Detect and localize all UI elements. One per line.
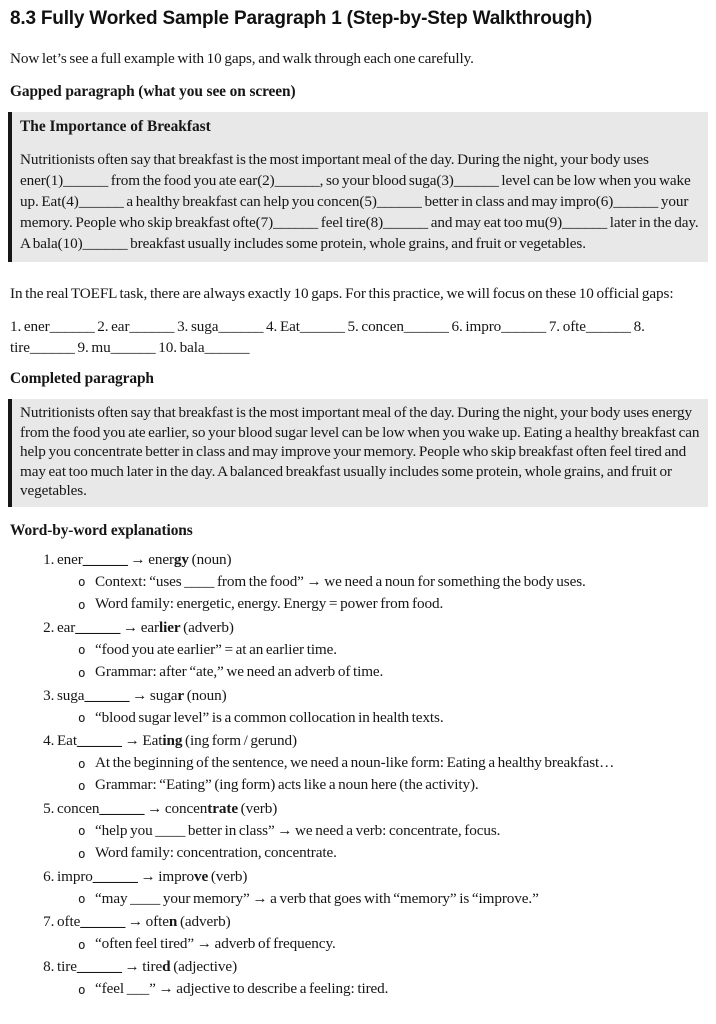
explanation-bullets: [57, 707, 708, 729]
answer-ending-bold: ing: [162, 732, 183, 749]
explanation-item: [57, 911, 708, 955]
arrow-glyph: →: [121, 958, 143, 976]
answer-ending-bold: d: [162, 958, 171, 976]
arrow-glyph: →: [137, 867, 159, 885]
answer-word: ofte: [145, 913, 169, 931]
gapped-box-title: The Importance of Breakfast: [20, 118, 211, 135]
arrow-glyph: →: [144, 799, 165, 817]
answer-word: ener: [148, 550, 174, 568]
explanation-bullets: [57, 978, 708, 1000]
explanation-bullet: o “food you ate earlier” = at an earlier time.: [95, 639, 708, 661]
answer-ending-bold: ve: [194, 867, 209, 885]
explanation-item: [57, 685, 708, 729]
explanation-item: [57, 617, 708, 684]
completed-paragraph-heading: Completed paragraph: [10, 370, 154, 387]
answer-ending-bold: r: [177, 686, 185, 704]
explanation-header: [57, 956, 708, 978]
explanation-bullets: [57, 571, 708, 616]
gap-stem: ener: [57, 550, 83, 568]
explanation-bullet: o “blood sugar level” is a common collocation in health texts.: [95, 707, 708, 729]
arrow-glyph: →: [127, 550, 149, 568]
explanation-bullets: [57, 820, 708, 865]
completed-paragraph-text: Nutritionists often say that breakfast is the most important meal of the day. During the night, your body uses energy from the food you ate earlier, so your blood sugar level can be low when you wake up. Eating a healthy breakfast can help you concentrate better in class and may improve your memory. People who skip breakfast often feel tired and may eat too much later in the day. A balanced breakfast usually includes some protein, whole grains, and fruit or vegetables.: [20, 404, 700, 500]
gap-blank: ______: [76, 958, 122, 976]
page-title: 8.3 Fully Worked Sample Paragraph 1 (Step-by-Step Walkthrough): [10, 8, 592, 29]
explanation-bullets: [57, 639, 708, 684]
gapped-paragraph-box: [8, 112, 708, 262]
explanation-item: [57, 866, 708, 910]
explanation-bullet: o Context: “uses ____ from the food” → we need a noun for something the body uses.: [95, 571, 708, 593]
explanation-header: [57, 798, 708, 820]
explanation-bullet: o Grammar: “Eating” (ing form) acts like a noun here (the activity).: [95, 774, 708, 796]
part-of-speech: (noun): [184, 686, 227, 704]
arrow-glyph: →: [121, 732, 143, 749]
explanation-bullet: o Grammar: after “ate,” we need an adverb of time.: [95, 661, 708, 683]
gap-blank: ______: [84, 686, 130, 704]
explanation-bullet: o “help you ____ better in class” → we need a verb: concentrate, focus.: [95, 820, 708, 842]
arrow-glyph: →: [129, 686, 150, 704]
answer-word: suga: [149, 686, 178, 704]
explanation-header: [57, 549, 708, 571]
part-of-speech: (adverb): [180, 618, 234, 636]
gap-stem: tire: [57, 958, 77, 976]
gap-blank: ______: [92, 867, 138, 885]
answer-word: Eat: [142, 732, 163, 749]
explanation-header: [57, 911, 708, 933]
answer-word: ear: [140, 618, 159, 636]
gap-stem: suga: [57, 686, 85, 704]
gap-stem: impro: [57, 867, 93, 885]
explanation-item: [57, 956, 708, 1000]
explanation-bullets: [57, 752, 708, 797]
explanation-header: [57, 730, 708, 752]
part-of-speech: (ing form / gerund): [182, 732, 297, 749]
part-of-speech: (verb): [208, 867, 248, 885]
explanation-bullet: o Word family: energetic, energy. Energy = power from food.: [95, 593, 708, 615]
explanation-bullet: o “feel ___” → adjective to describe a feeling: tired.: [95, 978, 708, 1000]
gap-stem: ear: [57, 618, 76, 636]
gap-list: 1. ener______ 2. ear______ 3. suga______ 4. Eat______ 5. concen______ 6. impro______ 7. ofte______ 8. tire______ 9. mu______ 10. bala______: [10, 318, 645, 356]
explanation-bullet: o “often feel tired” → adverb of frequency.: [95, 933, 708, 955]
explanation-bullet: o Word family: concentration, concentrate.: [95, 842, 708, 864]
part-of-speech: (adverb): [177, 913, 231, 931]
intro-text: Now let’s see a full example with 10 gaps, and walk through each one carefully.: [10, 50, 474, 67]
explanation-header: [57, 685, 708, 707]
explanation-header: [57, 866, 708, 888]
explanation-item: [57, 798, 708, 865]
explanation-item: [57, 730, 708, 797]
explanation-bullets: [57, 888, 708, 910]
gap-blank: ______: [99, 799, 145, 817]
gap-blank: ______: [76, 732, 122, 749]
gap-blank: ______: [75, 618, 121, 636]
gap-stem: ofte: [57, 913, 81, 931]
explanations-list: [10, 549, 708, 1001]
note-text: In the real TOEFL task, there are always exactly 10 gaps. For this practice, we will focus on these 10 official gaps:: [10, 285, 674, 302]
part-of-speech: (adjective): [170, 958, 238, 976]
answer-ending-bold: trate: [207, 799, 238, 817]
completed-paragraph-box: [8, 399, 708, 507]
gap-blank: ______: [80, 913, 126, 931]
gapped-paragraph-heading: Gapped paragraph (what you see on screen): [10, 83, 296, 100]
explanation-bullet: o At the beginning of the sentence, we need a noun-like form: Eating a healthy breakfast…: [95, 752, 708, 774]
explanations-heading: Word-by-word explanations: [10, 521, 193, 539]
gapped-paragraph-text: Nutritionists often say that breakfast is the most important meal of the day. During the night, your body uses ener(1)______ from the food you ate ear(2)______, so your blood suga(3)______ level can be low when you wake up. Eat(4)______ a healthy breakfast can help you concen(5)______ better in class and may impro(6)______ your memory. People who skip breakfast ofte(7)______ feel tire(8)______ and may eat too mu(9)______ later in the day. A bala(10)______ breakfast usually includes some protein, whole grains, and fruit or vegetables.: [20, 151, 699, 252]
arrow-glyph: →: [125, 913, 146, 931]
part-of-speech: (noun): [188, 550, 232, 568]
answer-word: tire: [142, 958, 163, 976]
explanation-header: [57, 617, 708, 639]
gap-stem: concen: [57, 799, 100, 817]
answer-ending-bold: n: [168, 913, 178, 931]
explanation-bullets: [57, 933, 708, 955]
answer-ending-bold: gy: [173, 550, 189, 568]
part-of-speech: (verb): [237, 799, 278, 817]
explanation-bullet: o “may ____ your memory” → a verb that goes with “memory” is “improve.”: [95, 888, 708, 910]
gap-blank: ______: [82, 550, 128, 568]
explanation-item: [57, 549, 708, 616]
gap-stem: Eat: [57, 732, 77, 749]
arrow-glyph: →: [120, 618, 141, 636]
answer-ending-bold: lier: [158, 618, 181, 636]
answer-word: impro: [158, 867, 195, 885]
answer-word: concen: [164, 799, 208, 817]
